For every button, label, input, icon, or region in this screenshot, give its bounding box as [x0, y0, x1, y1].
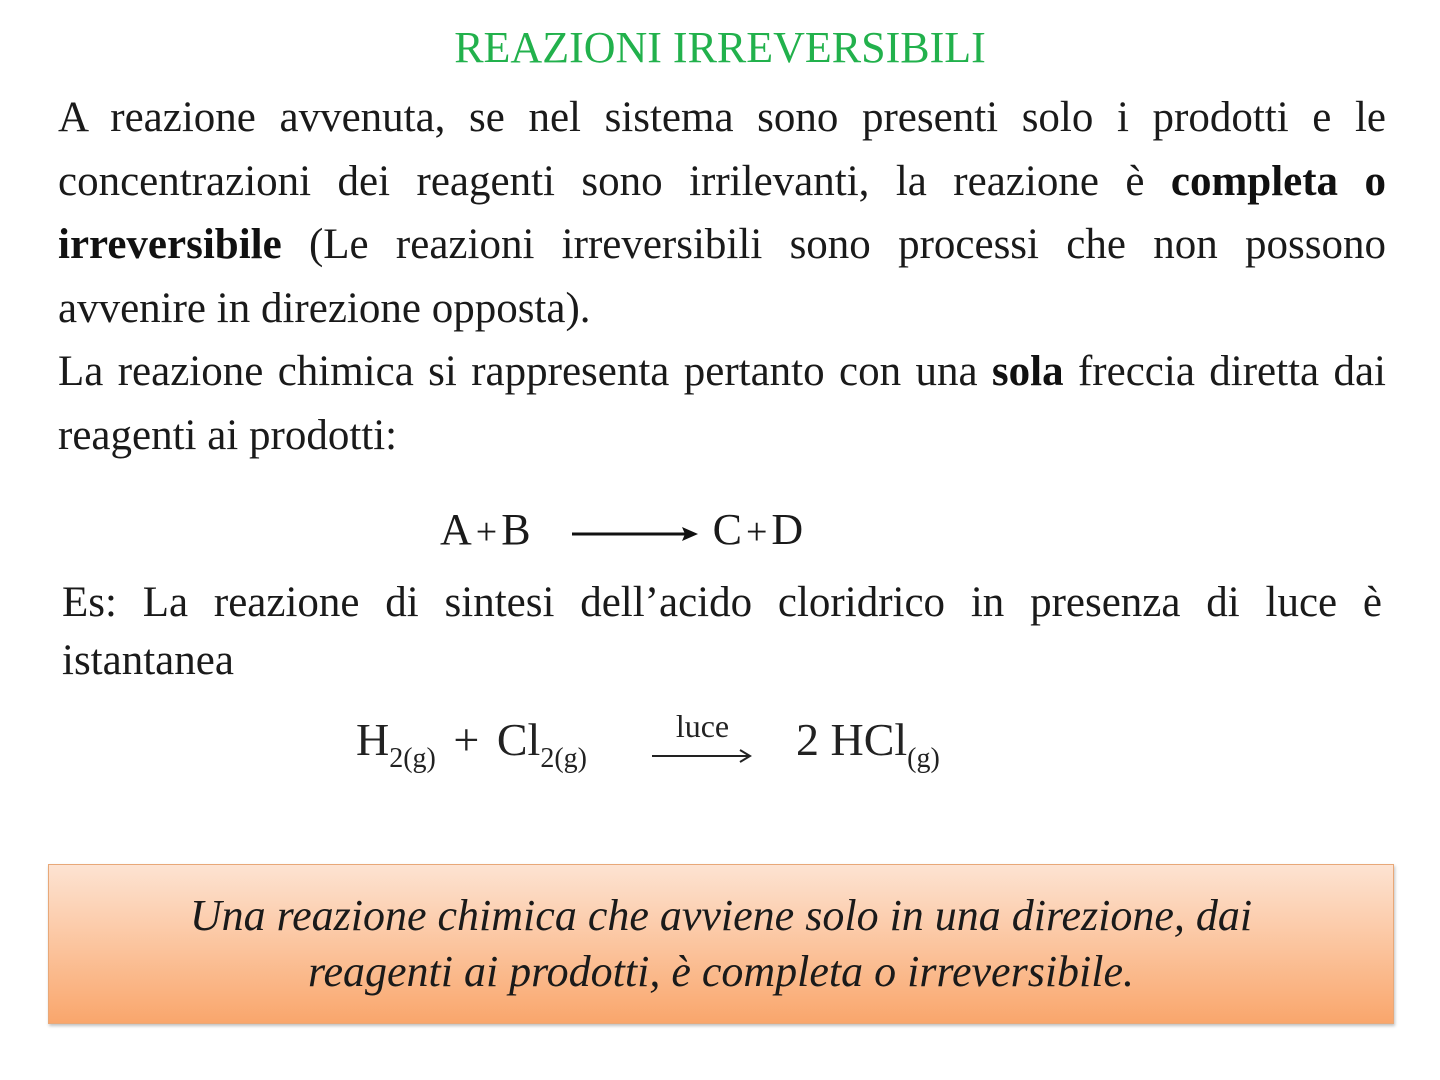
hydrogen-subscript: 2(g) — [389, 743, 436, 774]
representation-paragraph — [58, 340, 1386, 467]
arrow-label-light: luce — [675, 708, 730, 745]
hcl-product: 2 HCl — [795, 714, 908, 765]
summary-text — [101, 888, 1341, 1000]
chlorine-subscript: 2(g) — [540, 743, 587, 774]
reactant-a: A — [440, 505, 472, 554]
summary-line-2: reagenti ai prodotti, è completa o irreversibile. — [307, 947, 1135, 996]
generic-reaction-equation — [440, 502, 803, 560]
light-arrow-icon — [650, 748, 754, 764]
definition-bold-term: completa o irreversibile — [58, 157, 1387, 268]
product-plus: + — [745, 511, 768, 553]
example-text: Es: La reazione di sintesi dell’acido cloridrico in presenza di luce è istantanea — [62, 579, 1382, 684]
summary-line-1: Una reazione chimica che avviene solo in una direzione, dai — [189, 891, 1253, 940]
summary-callout-box — [48, 864, 1394, 1024]
definition-text-start: A reazione avvenuta, se nel sistema sono presenti solo i prodotti e le concentrazioni dei reagenti sono irrilevanti, la reazione è — [58, 94, 1386, 205]
products — [713, 502, 804, 560]
product-d: D — [771, 505, 804, 554]
definition-paragraph — [58, 86, 1386, 340]
product-c: C — [712, 505, 742, 554]
reactant-plus: + — [475, 511, 498, 553]
reaction-arrow-icon — [542, 519, 702, 549]
reactant-b: B — [501, 505, 531, 554]
representation-text-start: La reazione chimica si rappresenta pertanto con una — [58, 348, 992, 395]
representation-bold-word: sola — [991, 348, 1064, 395]
chlorine-symbol: Cl — [496, 714, 541, 765]
equation-plus: + — [453, 714, 480, 765]
light-arrow — [650, 708, 754, 774]
hcl-synthesis-equation — [356, 700, 940, 780]
representation-text-end: freccia diretta dai reagenti ai prodotti: — [58, 348, 1387, 459]
slide-title: REAZIONI IRREVERSIBILI — [454, 23, 986, 72]
reactants — [440, 502, 531, 560]
definition-text-end: (Le reazioni irreversibili sono processi che non possono avvenire in direzione opposta). — [58, 221, 1386, 332]
hcl-subscript: (g) — [907, 743, 940, 774]
hydrogen-symbol: H — [356, 714, 390, 765]
